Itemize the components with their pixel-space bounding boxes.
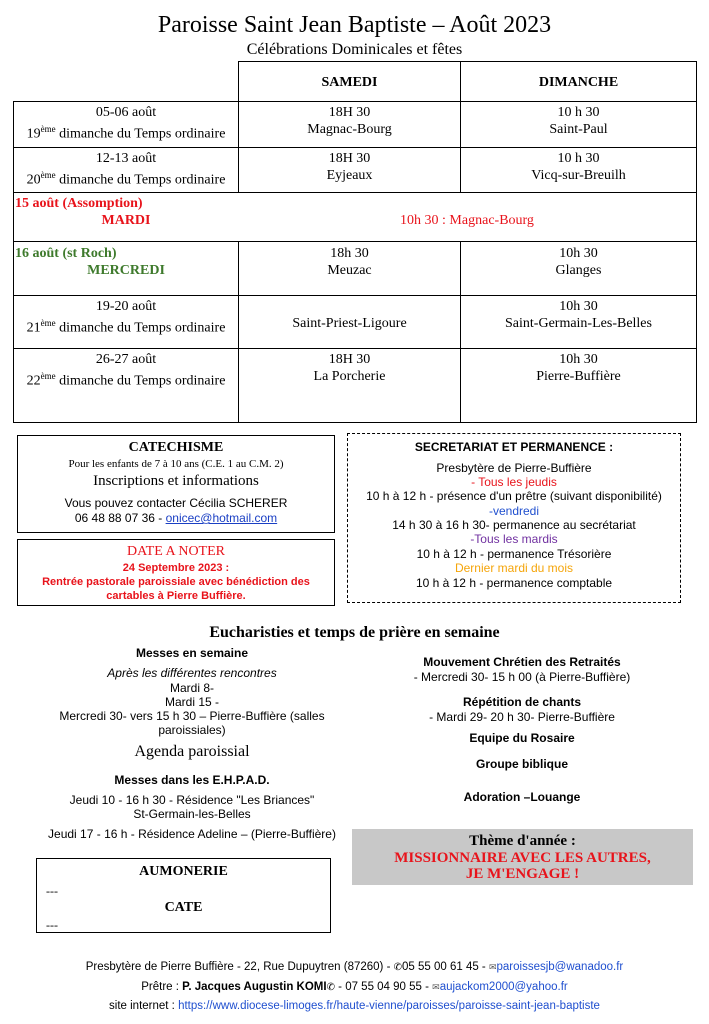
row3-combined: 10h 30 : Magnac-Bourg bbox=[400, 213, 534, 228]
aumonerie-dash2: --- bbox=[46, 918, 58, 932]
secretariat-l5: 14 h 30 à 16 h 30- permanence au secrétariat bbox=[392, 518, 636, 532]
row2-dimanche: 10 h 30 Vicq-sur-Breuilh bbox=[531, 151, 626, 183]
secretariat-l1: Presbytère de Pierre-Buffière bbox=[436, 461, 592, 475]
row4-samedi: 18h 30 Meuzac bbox=[327, 246, 372, 278]
secretariat-box bbox=[347, 433, 681, 603]
row5-samedi: Saint-Priest-Ligoure bbox=[292, 316, 407, 331]
secretariat-l7: 10 h à 12 h - permanence Trésorière bbox=[416, 547, 612, 561]
secretariat-l3: 10 h à 12 h - présence d'un prêtre (suivant disponibilité) bbox=[366, 489, 662, 503]
page-subtitle: Célébrations Dominicales et fêtes bbox=[246, 41, 463, 58]
row6-samedi: 18H 30 La Porcherie bbox=[313, 352, 386, 384]
row4-day: MERCREDI bbox=[87, 263, 165, 278]
rosaire: Equipe du Rosaire bbox=[469, 731, 575, 745]
row5-dimanche: 10h 30 Saint-Germain-Les-Belles bbox=[505, 299, 652, 331]
date-a-noter-box bbox=[17, 539, 335, 606]
header-samedi: SAMEDI bbox=[321, 75, 378, 90]
footer-line2 bbox=[0, 981, 709, 993]
catechisme-phone: 06 48 88 07 36 - bbox=[74, 511, 166, 525]
email-icon: ✉ bbox=[488, 962, 497, 972]
row2-date-cell: 12-13 août 20ème dimanche du Temps ordinaire bbox=[26, 151, 226, 188]
messes-m1: Mardi 8- bbox=[169, 681, 214, 695]
secretariat-l6: -Tous les mardis bbox=[470, 532, 558, 546]
row1-date-cell: 05-06 août 19ème dimanche du Temps ordinaire bbox=[26, 105, 226, 142]
mcr-text: - Mercredi 30- 15 h 00 (à Pierre-Buffière) bbox=[413, 670, 631, 684]
row6-date-cell: 26-27 août 22ème dimanche du Temps ordinaire bbox=[26, 352, 226, 389]
catechisme-phone-line bbox=[18, 511, 334, 525]
catechisme-email-link[interactable]: onicec@hotmail.com bbox=[165, 511, 278, 525]
date-a-noter-text2: cartables à Pierre Buffière. bbox=[106, 590, 246, 602]
footer-pretre-email-link[interactable]: aujackom2000@yahoo.fr bbox=[439, 981, 568, 993]
semaine-title: Eucharisties et temps de prière en semaine bbox=[209, 624, 500, 641]
row4-dimanche: 10h 30 Glanges bbox=[555, 246, 602, 278]
messes-m2: Mardi 15 - bbox=[164, 695, 220, 709]
row6-dimanche: 10h 30 Pierre-Buffière bbox=[536, 352, 621, 384]
theme-box bbox=[352, 829, 693, 885]
date-a-noter-date: 24 Septembre 2023 : bbox=[122, 562, 230, 574]
phone-icon-2: ✆ bbox=[326, 982, 335, 993]
aumonerie-title: AUMONERIE bbox=[139, 864, 228, 879]
groupe-biblique: Groupe biblique bbox=[476, 757, 568, 771]
footer-pretre-name: P. Jacques Augustin KOMI bbox=[182, 981, 327, 993]
row3-day: MARDI bbox=[101, 213, 151, 228]
ehpad-e1: Jeudi 10 - 16 h 30 - Résidence "Les Briances" bbox=[69, 793, 315, 807]
row5-date-cell: 19-20 août 21ème dimanche du Temps ordinaire bbox=[26, 299, 226, 336]
secretariat-l2: - Tous les jeudis bbox=[471, 475, 557, 489]
mcr-title: Mouvement Chrétien des Retraités bbox=[423, 655, 621, 669]
header-dimanche: DIMANCHE bbox=[538, 75, 619, 90]
footer-line3 bbox=[0, 1000, 709, 1012]
ehpad-title: Messes dans les E.H.P.A.D. bbox=[114, 773, 270, 787]
secretariat-title: SECRETARIAT ET PERMANENCE : bbox=[414, 440, 614, 454]
agenda-paroissial: Agenda paroissial bbox=[134, 743, 250, 760]
aumonerie-dash1: --- bbox=[46, 884, 58, 898]
phone-icon: ✆ bbox=[393, 962, 402, 973]
cate-title: CATE bbox=[164, 900, 203, 915]
messes-semaine-title: Messes en semaine bbox=[135, 646, 249, 660]
email-icon-2: ✉ bbox=[432, 982, 440, 992]
date-a-noter-text1: Rentrée pastorale paroissiale avec bénédiction des bbox=[42, 576, 310, 588]
footer-email-link[interactable]: paroissesjb@wanadoo.fr bbox=[496, 961, 624, 973]
chants-text: - Mardi 29- 20 h 30- Pierre-Buffière bbox=[429, 710, 615, 724]
row3-feast: 15 août (Assomption) bbox=[15, 196, 143, 211]
chants-title: Répétition de chants bbox=[462, 695, 581, 709]
secretariat-l4: -vendredi bbox=[488, 504, 540, 518]
date-a-noter-title: DATE A NOTER bbox=[127, 544, 225, 559]
catechisme-contact: Vous pouvez contacter Cécilia SCHERER bbox=[64, 496, 288, 510]
row2-samedi: 18H 30 Eyjeaux bbox=[326, 151, 373, 183]
page-title: Paroisse Saint Jean Baptiste – Août 2023 bbox=[157, 12, 552, 38]
theme-l2: JE M'ENGAGE ! bbox=[465, 866, 580, 882]
ehpad-e3: Jeudi 17 - 16 h - Résidence Adeline – (Pierre-Buffière) bbox=[48, 827, 336, 841]
theme-title: Thème d'année : bbox=[469, 833, 576, 849]
row1-dimanche: 10 h 30 Saint-Paul bbox=[549, 105, 608, 137]
adoration: Adoration –Louange bbox=[463, 790, 581, 804]
secretariat-l9: 10 h à 12 h - permanence comptable bbox=[415, 576, 613, 590]
row1-samedi: 18H 30 Magnac-Bourg bbox=[307, 105, 392, 137]
messes-apres: Après les différentes rencontres bbox=[107, 666, 277, 680]
footer-site-label: site internet : bbox=[109, 1000, 179, 1012]
messes-m4: paroissiales) bbox=[158, 723, 226, 737]
footer-pretre-label: Prêtre : bbox=[141, 981, 183, 993]
theme-l1: MISSIONNAIRE AVEC LES AUTRES, bbox=[394, 850, 651, 866]
messes-m3: Mercredi 30- vers 15 h 30 – Pierre-Buffière (salles bbox=[59, 709, 325, 723]
footer-pretre-phone: - 07 55 04 90 55 - bbox=[334, 981, 433, 993]
secretariat-l8: Dernier mardi du mois bbox=[454, 561, 574, 575]
footer-line1 bbox=[0, 961, 709, 973]
footer-phone: 05 55 00 61 45 - bbox=[402, 961, 489, 973]
catechisme-age: Pour les enfants de 7 à 10 ans (C.E. 1 au C.M. 2) bbox=[68, 458, 284, 470]
row4-feast: 16 août (st Roch) bbox=[15, 246, 117, 261]
footer-address: Presbytère de Pierre Buffière - 22, Rue Dupuytren (87260) - bbox=[85, 961, 394, 973]
catechisme-title: CATECHISME bbox=[128, 440, 224, 455]
footer-site-link[interactable]: https://www.diocese-limoges.fr/haute-vienne/paroisses/paroisse-saint-jean-baptiste bbox=[178, 1000, 600, 1012]
catechisme-box bbox=[17, 435, 335, 533]
ehpad-e2: St-Germain-les-Belles bbox=[133, 807, 251, 821]
aumonerie-box bbox=[36, 858, 331, 933]
catechisme-info: Inscriptions et informations bbox=[93, 473, 259, 489]
